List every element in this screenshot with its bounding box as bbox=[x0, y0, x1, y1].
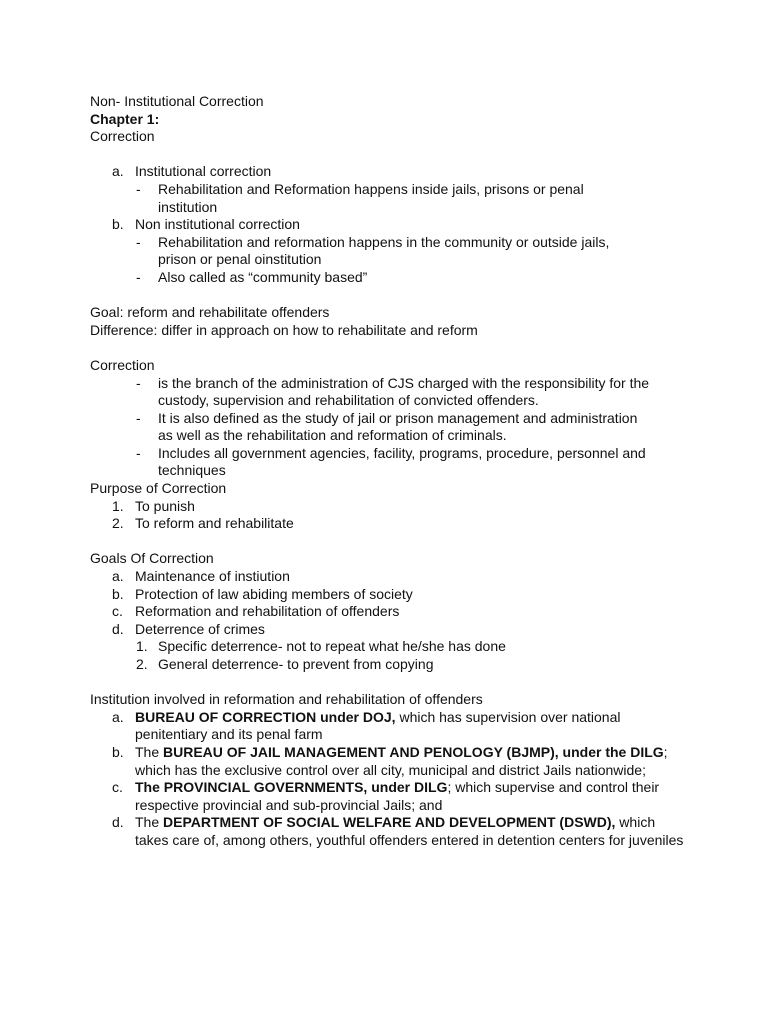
definition-item bbox=[90, 410, 638, 445]
spacer bbox=[90, 339, 678, 357]
institution-name: BUREAU OF CORRECTION under DOJ, bbox=[135, 708, 396, 725]
list-item-text: To reform and rehabilitate bbox=[135, 515, 294, 532]
sub-list-item bbox=[90, 656, 678, 674]
list-marker: 2. bbox=[136, 656, 148, 672]
list-item-text: Protection of law abiding members of society bbox=[135, 585, 413, 602]
institution-desc: ; which has the exclusive control over all city, municipal and district Jails nationwide; bbox=[135, 743, 668, 778]
section-heading-goals: Goals Of Correction bbox=[90, 550, 214, 567]
sub-list-item-text: General deterrence- to prevent from copying bbox=[158, 656, 434, 672]
section-heading-purpose: Purpose of Correction bbox=[90, 480, 227, 497]
institution-desc: ; which supervise and control their respective provincial and sub-provincial Jails; and bbox=[135, 779, 660, 813]
definition-text: It is also defined as the study of jail or prison management and administration as well as the rehabilitation and reformation of criminals. bbox=[158, 409, 638, 444]
list-item bbox=[90, 515, 678, 533]
sub-list-item-text: Specific deterrence- not to repeat what he/she has done bbox=[158, 638, 506, 655]
institution-pre: The bbox=[135, 814, 164, 831]
institution-text bbox=[135, 744, 668, 778]
list-item-text: Institutional correction bbox=[135, 163, 272, 180]
dash-marker: - bbox=[136, 180, 141, 197]
list-item-text: Deterrence of crimes bbox=[135, 620, 265, 637]
sub-list-item bbox=[90, 181, 613, 216]
sub-list-item bbox=[90, 638, 678, 656]
institution-item bbox=[90, 779, 690, 814]
list-marker: b. bbox=[112, 743, 124, 760]
definition-text: is the branch of the administration of CJS charged with the responsibility for the custody, supervision and rehabilitation of convicted offenders. bbox=[158, 374, 650, 409]
institution-name: DEPARTMENT OF SOCIAL WELFARE AND DEVELOPMENT (DSWD), bbox=[163, 814, 616, 831]
sub-list-item-text: Rehabilitation and reformation happens in the community or outside jails, prison or penal oinstitution bbox=[158, 233, 610, 268]
list-marker: a. bbox=[112, 568, 124, 585]
section-heading-correction: Correction bbox=[90, 128, 155, 145]
sub-list-item-text: Also called as “community based” bbox=[158, 268, 368, 285]
institution-desc: which has supervision over national penitentiary and its penal farm bbox=[135, 708, 621, 743]
institution-item bbox=[90, 814, 690, 849]
list-marker: b. bbox=[112, 216, 124, 233]
section-heading-correction: Correction bbox=[90, 356, 155, 373]
sub-list-item bbox=[90, 234, 648, 269]
spacer bbox=[90, 533, 678, 551]
list-item bbox=[90, 568, 678, 586]
list-item bbox=[90, 216, 678, 234]
dash-marker: - bbox=[136, 374, 141, 391]
institution-text bbox=[135, 814, 683, 848]
institution-pre: The bbox=[135, 743, 164, 760]
goal-line: Goal: reform and rehabilitate offenders bbox=[90, 304, 330, 321]
list-item-text: To punish bbox=[135, 497, 195, 514]
list-item-text: Reformation and rehabilitation of offenders bbox=[135, 603, 400, 620]
spacer bbox=[90, 287, 678, 305]
spacer bbox=[90, 674, 678, 692]
dash-marker: - bbox=[136, 233, 141, 250]
institution-name: The PROVINCIAL GOVERNMENTS, under DILG bbox=[135, 779, 448, 796]
dash-marker: - bbox=[136, 444, 141, 461]
institution-name: BUREAU OF JAIL MANAGEMENT AND PENOLOGY (BJMP), under the DILG bbox=[163, 743, 664, 760]
list-item bbox=[90, 586, 678, 604]
list-marker: d. bbox=[112, 814, 124, 831]
list-marker: 1. bbox=[136, 638, 148, 655]
list-marker: d. bbox=[112, 620, 124, 637]
chapter-label: Chapter 1: bbox=[90, 110, 160, 127]
dash-marker: - bbox=[136, 268, 141, 285]
list-marker: c. bbox=[112, 603, 123, 620]
institution-text bbox=[135, 779, 659, 813]
definition-item bbox=[90, 375, 663, 410]
list-marker: 1. bbox=[112, 497, 124, 514]
spacer bbox=[90, 146, 678, 164]
list-marker: b. bbox=[112, 585, 124, 602]
dash-marker: - bbox=[136, 409, 141, 426]
document-title: Non- Institutional Correction bbox=[90, 93, 264, 109]
list-item bbox=[90, 163, 678, 181]
definition-item bbox=[90, 445, 663, 480]
institution-item bbox=[90, 744, 690, 779]
list-marker: a. bbox=[112, 708, 124, 725]
list-item bbox=[90, 621, 678, 639]
sub-list-item bbox=[90, 269, 678, 287]
list-item bbox=[90, 498, 678, 516]
section-heading-institutions: Institution involved in reformation and rehabilitation of offenders bbox=[90, 691, 483, 708]
list-item bbox=[90, 603, 678, 621]
chapter-heading bbox=[90, 111, 678, 129]
definition-text: Includes all government agencies, facility, programs, procedure, personnel and techniques bbox=[158, 444, 646, 479]
list-marker: a. bbox=[112, 163, 124, 180]
sub-list-item-text: Rehabilitation and Reformation happens inside jails, prisons or penal institution bbox=[158, 180, 584, 215]
list-marker: c. bbox=[112, 779, 123, 796]
list-item-text: Maintenance of instiution bbox=[135, 568, 290, 585]
list-marker: 2. bbox=[112, 515, 124, 532]
list-item-text: Non institutional correction bbox=[135, 216, 300, 233]
institution-text bbox=[135, 709, 620, 743]
difference-line: Difference: differ in approach on how to rehabilitate and reform bbox=[90, 321, 478, 338]
institution-desc: which takes care of, among others, youthful offenders entered in detention centers for juveniles bbox=[135, 814, 684, 848]
institution-item bbox=[90, 709, 670, 744]
